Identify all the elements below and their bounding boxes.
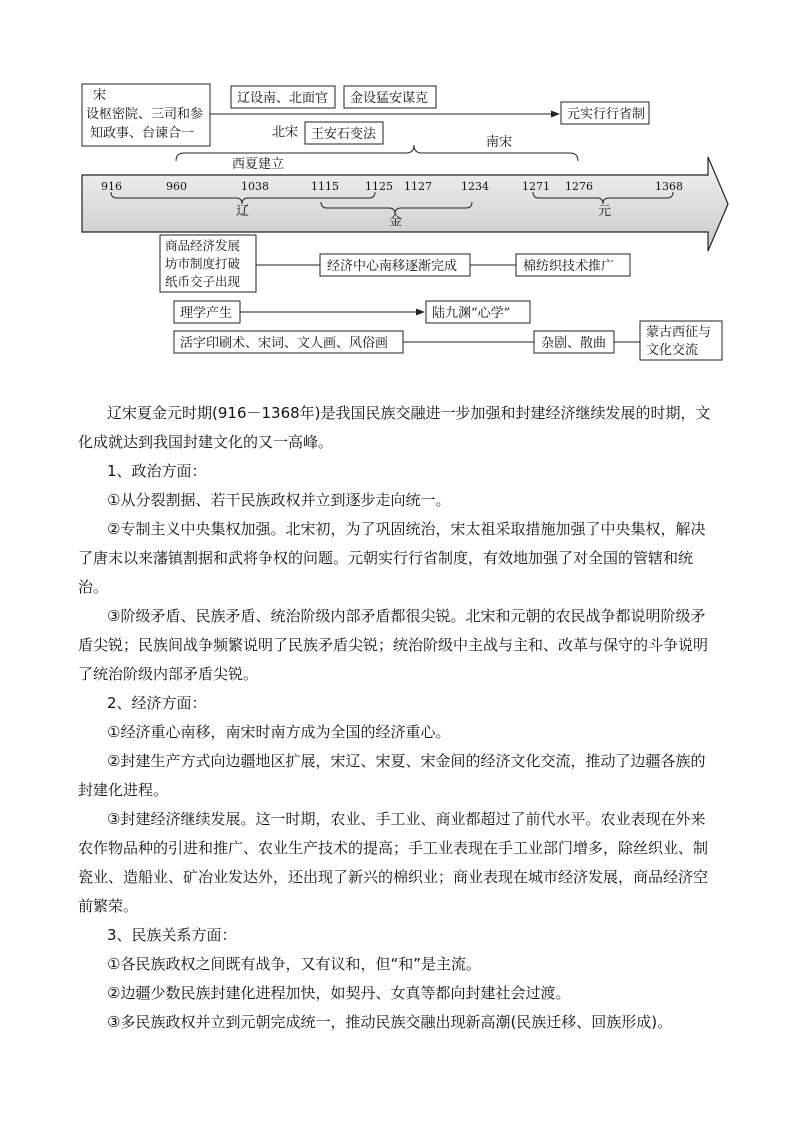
politics-point-2: ②专制主义中央集权加强。北宋初，为了巩固统治，宋太祖采取措施加强了中央集权，解决了唐末以来藩镇割据和武将争权的问题。元朝实行行省制度，有效地加强了对全国的管辖和统治。	[78, 520, 706, 596]
year-916: 916	[101, 180, 122, 193]
econ-line-1: 坊市制度打破	[165, 256, 241, 271]
lixue-box	[174, 301, 240, 323]
reform-box-label: 王安石变法	[311, 127, 377, 142]
econ-center-label: 经济中心南移逐渐完成	[327, 259, 458, 274]
politics-point-1: ①从分裂割据、若干民族政权并立到逐步走向统一。	[107, 491, 451, 509]
dyn-jin: 金	[389, 214, 403, 229]
mongol-box	[640, 321, 722, 360]
lixue-label: 理学产生	[180, 306, 233, 321]
economy-point-3: ③封建经济继续发展。这一时期，农业、手工业、商业都超过了前代水平。农业表现在外来农作物品种的引进和推广、农业生产技术的提高；手工业表现在手工业部门增多，除丝织业、制瓷业、造船业、矿冶业发达外，还出现了新兴的棉织业；商业表现在城市经济发展，商品经济空前繁荣。	[78, 810, 709, 915]
mongol-line-0: 蒙古西征与	[646, 325, 712, 340]
summary-text	[78, 399, 718, 1037]
politics-point-3: ③阶级矛盾、民族矛盾、统治阶级内部矛盾都很尖锐。北宋和元朝的农民战争都说明阶级矛盾尖锐；民族间战争频繁说明了民族矛盾尖锐；统治阶级中主战与主和、改革与保守的斗争说明了统治阶级内部矛盾尖锐。	[78, 607, 709, 683]
liao-box	[231, 86, 335, 108]
lixue-arrow-head	[416, 309, 425, 316]
cotton-box	[516, 254, 630, 276]
ethnic-point-2: ②边疆少数民族封建化进程加快，如契丹、女真等都向封建社会过渡。	[107, 984, 571, 1002]
year-1234: 1234	[461, 180, 489, 193]
year-1368: 1368	[655, 180, 683, 193]
zaju-label: 杂剧、散曲	[541, 336, 607, 351]
econ-center-box	[320, 254, 470, 276]
beisong-label: 北宋	[272, 125, 299, 140]
year-1115: 1115	[311, 180, 339, 193]
section-heading-ethnic: 3、民族关系方面：	[107, 926, 237, 944]
section-heading-economy: 2、经济方面：	[107, 694, 207, 712]
song-line-1: 设枢密院、三司和参	[86, 107, 204, 122]
liao-box-label: 辽设南、北面官	[237, 91, 329, 106]
reform-box	[305, 122, 383, 144]
economy-point-1: ①经济重心南移，南宋时南方成为全国的经济重心。	[107, 723, 451, 741]
ethnic-point-3: ③多民族政权并立到元朝完成统一，推动民族交融出现新高潮(民族迁移、回族形成)。	[107, 1013, 673, 1031]
economy-point-2: ②封建生产方式向边疆地区扩展，宋辽、宋夏、宋金间的经济文化交流，推动了边疆各族的封建化进程。	[78, 752, 706, 799]
culture-box	[174, 331, 403, 353]
timeline-diagram	[0, 0, 794, 380]
lujiuyuan-label: 陆九渊“心学”	[432, 306, 511, 321]
year-1276: 1276	[565, 180, 593, 193]
econ-line-2: 纸币交子出现	[165, 274, 241, 289]
ethnic-point-1: ①各民族政权之间既有战争，又有议和，但“和”是主流。	[107, 955, 481, 973]
section-heading-politics: 1、政治方面：	[107, 462, 207, 480]
year-1127: 1127	[404, 180, 432, 193]
yuan-box	[561, 102, 649, 124]
lujiuyuan-box	[426, 301, 530, 323]
dyn-liao: 辽	[236, 204, 250, 219]
year-1125: 1125	[365, 180, 393, 193]
economy-box	[160, 235, 256, 292]
arrow-head	[551, 111, 560, 118]
yuan-box-label: 元实行行省制	[567, 107, 646, 122]
cotton-label: 棉纺织技术推广	[523, 259, 615, 274]
year-960: 960	[166, 180, 187, 193]
nansong-label: 南宋	[486, 135, 513, 150]
jin-box-label: 金设猛安谋克	[350, 91, 429, 106]
song-title: 宋	[93, 88, 107, 103]
year-1271: 1271	[522, 180, 550, 193]
jin-box	[344, 86, 436, 108]
culture-label: 活字印刷术、宋词、文人画、风俗画	[180, 336, 389, 351]
zaju-box	[534, 331, 614, 353]
xixia-label: 西夏建立	[232, 157, 285, 172]
song-box	[82, 84, 210, 146]
econ-line-0: 商品经济发展	[165, 238, 241, 253]
intro-paragraph: 辽宋夏金元时期(916－1368年)是我国民族交融进一步加强和封建经济继续发展的时期，文化成就达到我国封建文化的又一高峰。	[78, 404, 711, 451]
song-line-2: 知政事、台谏合一	[90, 126, 195, 141]
dyn-yuan: 元	[598, 204, 612, 219]
year-1038: 1038	[241, 180, 269, 193]
mongol-line-1: 文化交流	[646, 343, 699, 358]
